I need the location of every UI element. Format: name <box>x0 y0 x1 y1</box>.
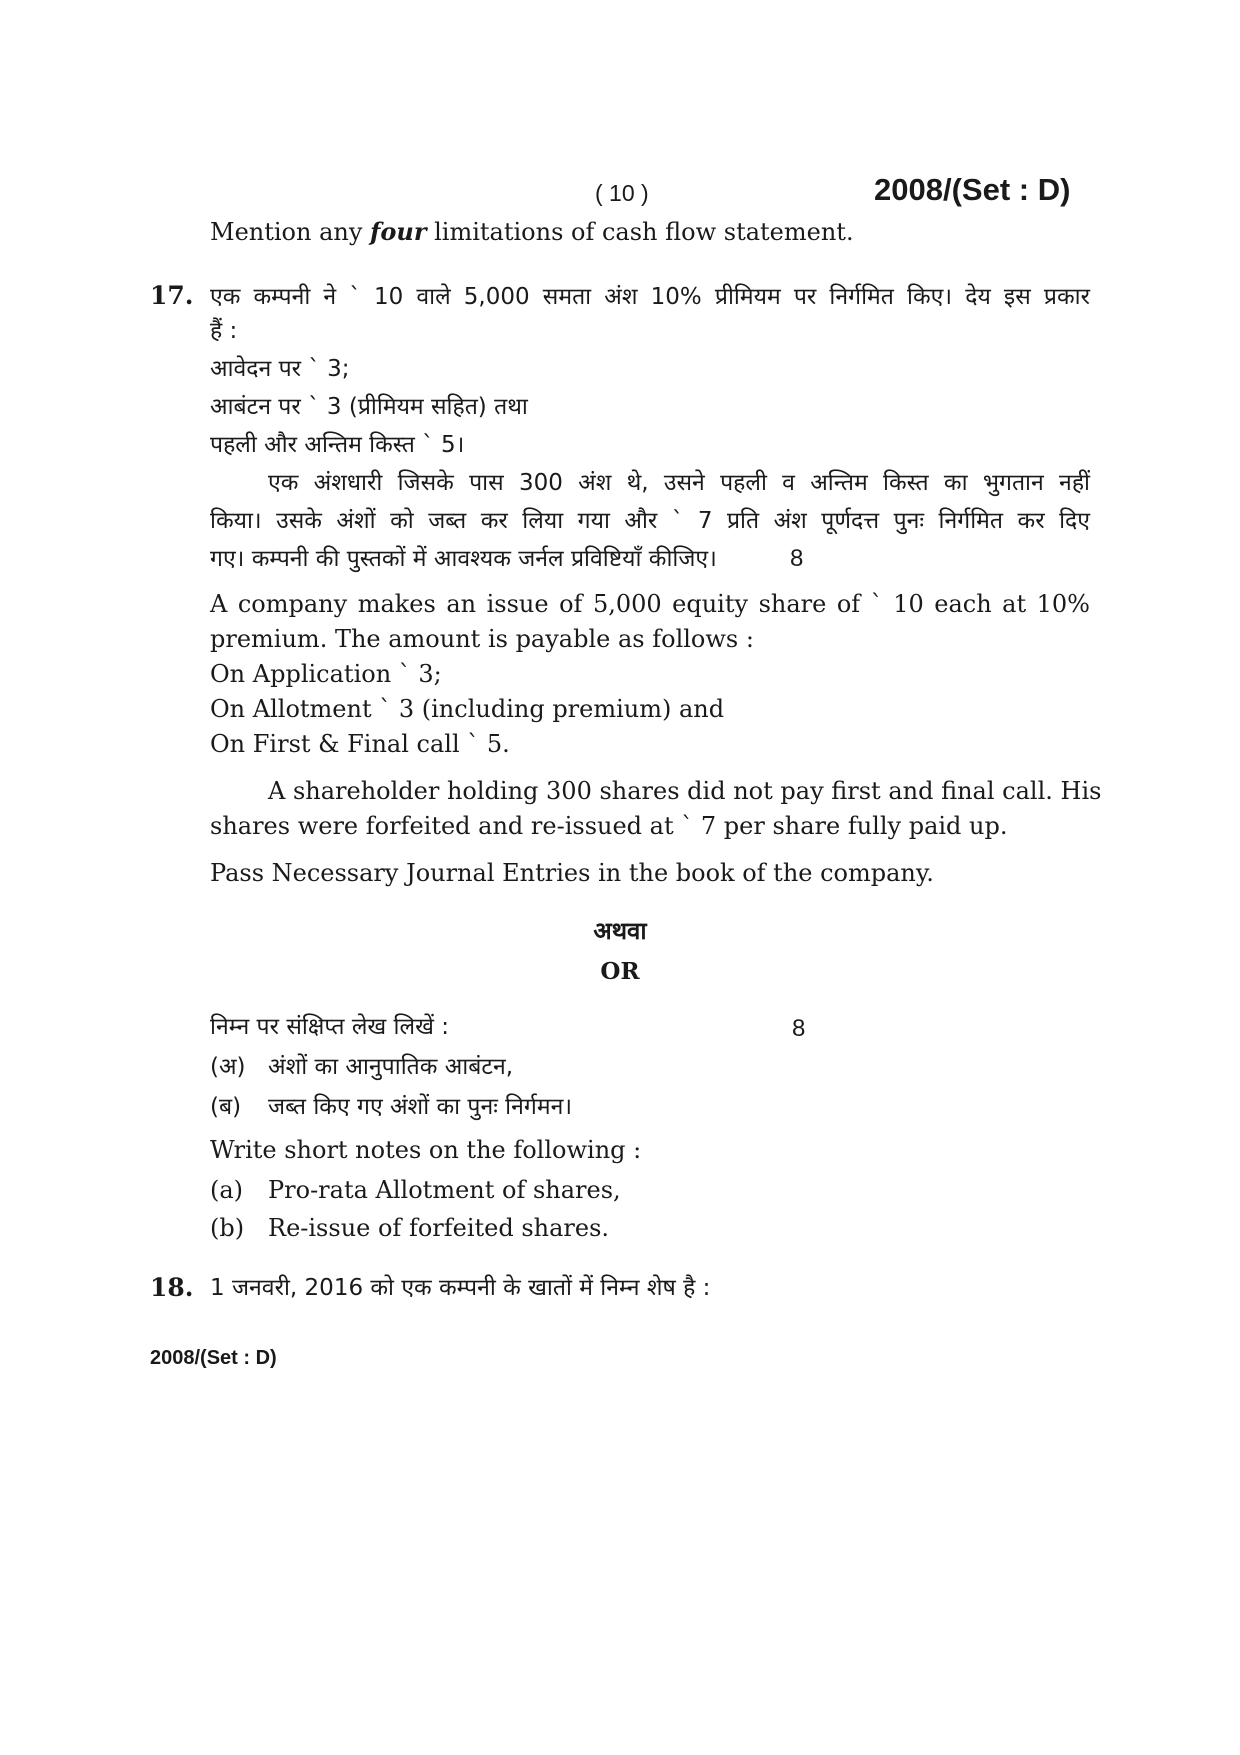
q17-hindi-call: पहली और अन्तिम किस्त ` 5। <box>210 432 465 458</box>
alt-hindi-title: निम्न पर संक्षिप्त लेख लिखें : <box>210 1014 449 1040</box>
q17-en-call: On First & Final call ` 5. <box>210 730 510 758</box>
question-17-number: 17. <box>150 281 194 310</box>
alt-en-item-label: (a) <box>210 1176 244 1204</box>
prev-question-line <box>210 215 854 249</box>
alt-hindi-item <box>210 1090 241 1124</box>
alt-hindi-item <box>210 1050 246 1084</box>
question-18-number: 18. <box>150 1273 194 1302</box>
alt-hindi-item-label: (अ) <box>210 1054 246 1080</box>
alt-en-item-text: Pro-rata Allotment of shares, <box>268 1176 621 1204</box>
q17-hindi-allotment: आबंटन पर ` 3 (प्रीमियम सहित) तथा <box>210 394 528 420</box>
prev-question-after: limitations of cash flow statement. <box>426 218 854 246</box>
q17-hindi-para-3: गए। कम्पनी की पुस्तकों में आवश्यक जर्नल प्रविष्टियाँ कीजिए। <box>210 546 717 572</box>
q17-marks: 8 <box>790 545 804 572</box>
page-number: ( 10 ) <box>595 180 649 206</box>
q17-en-application: On Application ` 3; <box>210 660 442 688</box>
prev-question-emphasis: four <box>370 217 427 246</box>
alt-hindi-item-text: अंशों का आनुपातिक आबंटन, <box>268 1054 514 1080</box>
set-code-footer: 2008/(Set : D) <box>150 1347 277 1369</box>
set-code-header: 2008/(Set : D) <box>874 172 1071 207</box>
q17-hindi-intro-2: हैं : <box>210 318 238 344</box>
alt-hindi-item-label: (ब) <box>210 1094 242 1120</box>
alt-hindi-item-text: जब्त किए गए अंशों का पुनः निर्गमन। <box>268 1094 573 1120</box>
q18-text: 1 जनवरी, 2016 को एक कम्पनी के खातों में निम्न शेष है : <box>210 1275 711 1301</box>
q17-en-intro-2: premium. The amount is payable as follows : <box>210 625 754 653</box>
alt-marks: 8 <box>792 1015 806 1042</box>
alt-en-item-label: (b) <box>210 1214 245 1242</box>
q17-hindi-para-2: किया। उसके अंशों को जब्त कर लिया गया और ` 7 प्रति अंश पूर्णदत्त पुनः निर्गमित कर दिए <box>210 508 1090 534</box>
or-english: OR <box>600 958 640 985</box>
q17-en-intro-1: A company makes an issue of 5,000 equity share of ` 10 each at 10% <box>210 590 1090 618</box>
q17-hindi-application: आवेदन पर ` 3; <box>210 356 350 382</box>
q17-hindi-para-1: एक अंशधारी जिसके पास 300 अंश थे, उसने पहली व अन्तिम किस्त का भुगतान नहीं <box>268 470 1090 496</box>
alt-en-title: Write short notes on the following : <box>210 1136 642 1164</box>
q17-en-allotment: On Allotment ` 3 (including premium) and <box>210 695 725 723</box>
alt-en-item-text: Re-issue of forfeited shares. <box>268 1214 610 1242</box>
q17-en-pass: Pass Necessary Journal Entries in the book of the company. <box>210 859 934 887</box>
prev-question-before: Mention any <box>210 218 371 246</box>
q17-hindi-intro-1: एक कम्पनी ने ` 10 वाले 5,000 समता अंश 10% प्रीमियम पर निर्गमित किए। देय इस प्रकार <box>210 284 1090 310</box>
q17-en-para-2: shares were forfeited and re-issued at ` 7 per share fully paid up. <box>210 812 1008 840</box>
or-hindi: अथवा <box>593 917 647 945</box>
q17-en-para-1: A shareholder holding 300 shares did not pay first and final call. His <box>268 777 1102 805</box>
